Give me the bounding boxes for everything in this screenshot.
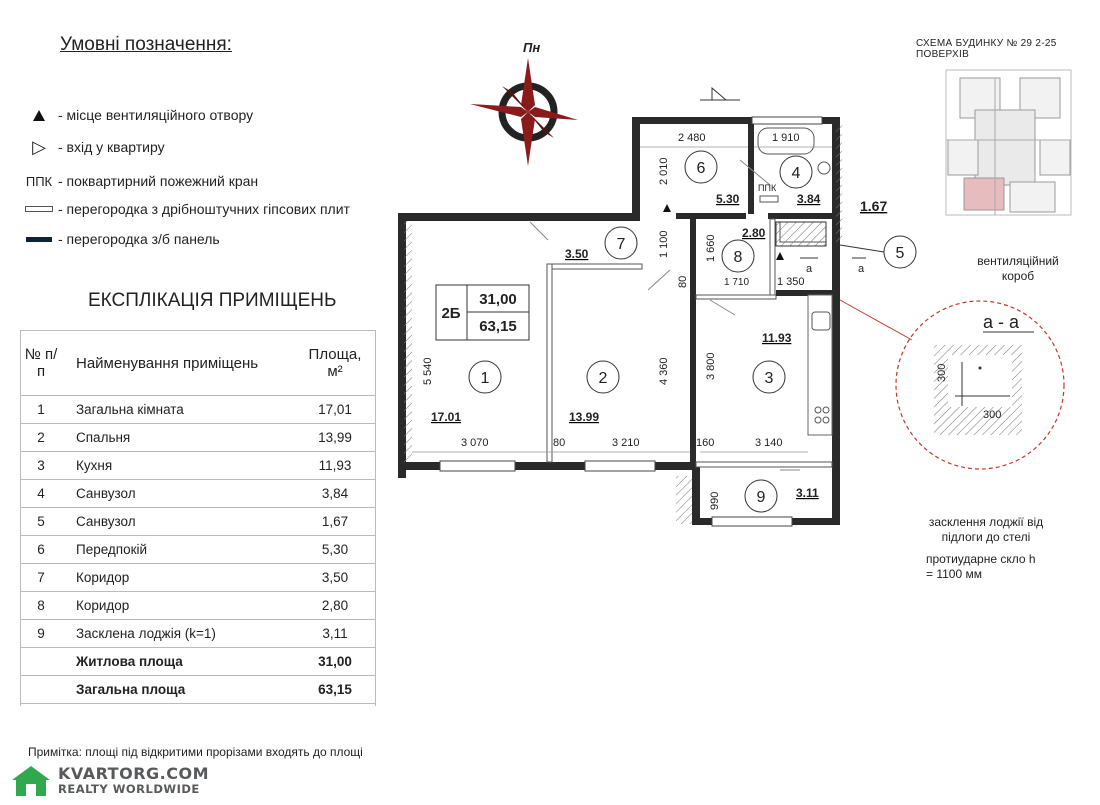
- legend-text: - місце вентиляційного отвору: [58, 107, 254, 123]
- scheme-title: СХЕМА БУДИНКУ № 29 2-25 ПОВЕРХІВ: [916, 38, 1057, 60]
- room-3-area: 11.93: [762, 331, 792, 345]
- detail-dot: [979, 367, 982, 370]
- room-4-number: 4: [791, 165, 801, 182]
- svg-text:1 350: 1 350: [777, 276, 805, 288]
- legend-title: Умовні позначення:: [60, 34, 232, 55]
- table-row: 7 Коридор 3,50: [20, 564, 376, 592]
- vent-triangle-icon: [776, 252, 784, 260]
- wall-hatch: [404, 221, 412, 462]
- table-row: 1 Загальна кімната 17,01: [20, 396, 376, 424]
- detail-duct: [948, 355, 1012, 407]
- room-6-area: 5.30: [716, 192, 740, 206]
- room-5-leader: [840, 245, 884, 252]
- room-8-number: 8: [733, 249, 743, 266]
- total-row: Житлова площа 31,00: [20, 648, 376, 676]
- room-1-area: 17.01: [431, 410, 462, 424]
- watermark-main: KVARTORG.COM: [58, 764, 209, 784]
- building-scheme: [946, 70, 1071, 215]
- room-1-number: 1: [480, 370, 490, 387]
- north-label: Пн: [523, 40, 541, 55]
- ppk-label: ППК: [758, 183, 777, 193]
- detail-dim-v: 300: [936, 363, 948, 382]
- compass-rose-icon: [470, 58, 578, 166]
- wall-hatch: [836, 124, 842, 244]
- glass-note: протиударне скло h = 1100 мм: [926, 552, 1036, 581]
- legend-text: - вхід у квартиру: [58, 139, 165, 155]
- room-8-area: 2.80: [742, 226, 766, 240]
- svg-text:3 070: 3 070: [461, 437, 489, 449]
- total-row: Загальна площа 63,15: [20, 676, 376, 704]
- svg-text:160: 160: [696, 437, 715, 449]
- svg-text:3 800: 3 800: [705, 352, 717, 380]
- svg-text:1 660: 1 660: [705, 234, 717, 262]
- svg-text:1 100: 1 100: [658, 230, 670, 258]
- entry-door-icon: ▷: [32, 137, 46, 157]
- svg-text:5 540: 5 540: [422, 357, 434, 385]
- legend-text: - поквартирний пожежний кран: [58, 173, 259, 189]
- svg-text:80: 80: [553, 437, 566, 449]
- legend-text: - перегородка з/б панель: [58, 231, 220, 247]
- ppk-cabinet: [760, 196, 778, 202]
- room-2-number: 2: [598, 370, 608, 387]
- svg-text:2 480: 2 480: [678, 132, 706, 144]
- explication-title: ЕКСПЛІКАЦІЯ ПРИМІЩЕНЬ: [88, 290, 337, 311]
- detail-dim-h: 300: [983, 409, 1002, 421]
- table-row: 4 Санвузол 3,84: [20, 480, 376, 508]
- loggia-glazing-note: засклення лоджії від підлоги до стелі: [928, 515, 1044, 544]
- room-4-area: 3.84: [797, 192, 821, 206]
- table-row: 9 Засклена лоджія (k=1) 3,11: [20, 620, 376, 648]
- section-mark-left: а: [806, 263, 813, 275]
- footnote: Примітка: площі під відкритими прорізами входять до площі: [28, 745, 363, 759]
- svg-text:990: 990: [709, 491, 721, 510]
- detail-leader: [840, 300, 912, 340]
- legend-text: - перегородка з дрібноштучних гіпсових плит: [58, 201, 350, 217]
- room-7-number: 7: [616, 236, 626, 253]
- ppk-symbol: ППК: [25, 173, 53, 189]
- room-5-area: 1.67: [860, 198, 888, 214]
- header-num: № п/п: [20, 331, 62, 396]
- room-6-number: 6: [696, 160, 706, 177]
- room-7-area: 3.50: [565, 247, 589, 261]
- header-name: Найменування приміщень: [62, 331, 294, 396]
- room-9-number: 9: [756, 489, 766, 506]
- svg-text:1 710: 1 710: [724, 277, 750, 288]
- apartment-badge: [436, 285, 529, 340]
- svg-text:80: 80: [677, 275, 689, 288]
- watermark-sub: REALTY WORLDWIDE: [58, 782, 200, 797]
- apartment-type: 2Б: [441, 305, 461, 322]
- table-row: 2 Спальня 13,99: [20, 424, 376, 452]
- svg-text:3 140: 3 140: [755, 437, 783, 449]
- room-2-area: 13.99: [569, 410, 600, 424]
- svg-text:4 360: 4 360: [658, 357, 670, 385]
- room-9-area: 3.11: [796, 486, 819, 500]
- entry-door-icon: [700, 88, 740, 100]
- svg-text:2 010: 2 010: [658, 157, 670, 185]
- room-3-number: 3: [764, 370, 774, 387]
- section-mark-right: а: [858, 263, 865, 275]
- header-area: Площа, м²: [294, 331, 376, 396]
- svg-text:3 210: 3 210: [612, 437, 640, 449]
- wall-hatch: [676, 476, 692, 524]
- apartment-total-area: 63,15: [479, 318, 517, 335]
- table-row: 6 Передпокій 5,30: [20, 536, 376, 564]
- table-row: 3 Кухня 11,93: [20, 452, 376, 480]
- table-row: 5 Санвузол 1,67: [20, 508, 376, 536]
- vent-duct: [776, 222, 826, 246]
- vent-triangle-icon: [663, 204, 671, 212]
- svg-text:1 910: 1 910: [772, 132, 800, 144]
- vent-duct-label: вентиляційний короб: [977, 254, 1059, 283]
- table-row: 8 Коридор 2,80: [20, 592, 376, 620]
- apartment-living-area: 31,00: [479, 291, 517, 308]
- detail-section-title: а - а: [983, 312, 1020, 332]
- room-5-number: 5: [895, 245, 905, 262]
